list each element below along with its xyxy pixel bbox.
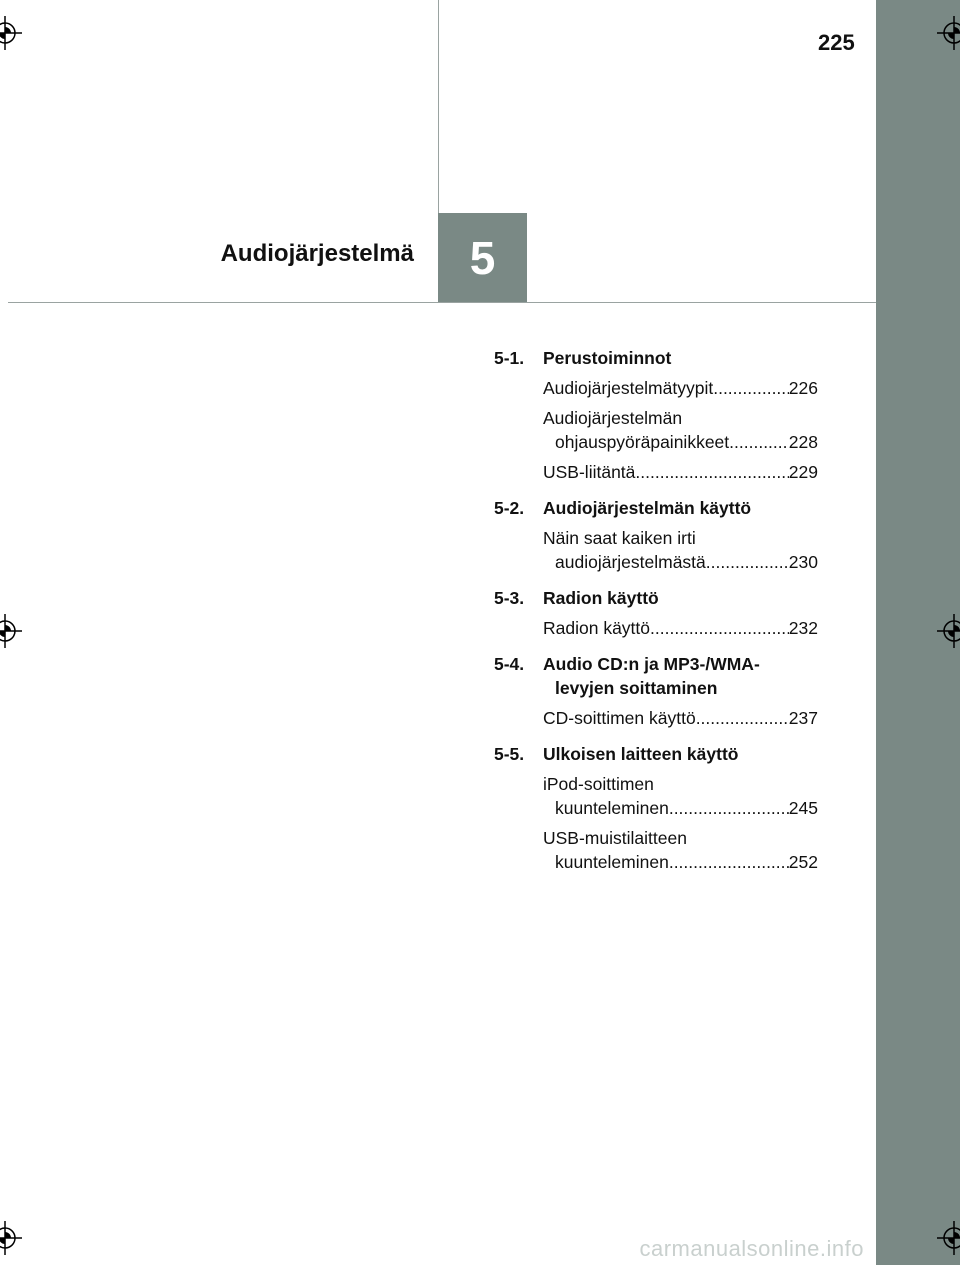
registration-mark-icon: [937, 1221, 960, 1255]
dot-leader: [706, 550, 789, 574]
toc-entry[interactable]: [543, 460, 818, 484]
toc-entry[interactable]: [543, 406, 818, 454]
entry-title: USB-liitäntä: [543, 462, 636, 482]
registration-mark-icon: [937, 16, 960, 50]
toc-entry[interactable]: [543, 616, 818, 640]
entry-title: kuunteleminen: [555, 798, 669, 818]
toc-section: [494, 586, 818, 610]
dot-leader: [650, 616, 789, 640]
horizontal-rule: [8, 302, 876, 303]
entry-title: kuunteleminen: [555, 852, 669, 872]
registration-mark-icon: [0, 614, 22, 648]
entry-title: ohjauspyöräpainikkeet: [555, 432, 730, 452]
entry-title: CD-soittimen käyttö: [543, 708, 696, 728]
toc-entry[interactable]: [543, 526, 818, 574]
entry-title: audiojärjestelmästä: [555, 552, 706, 572]
registration-mark-icon: [0, 1221, 22, 1255]
dot-leader: [669, 796, 789, 820]
registration-mark-icon: [937, 614, 960, 648]
dot-leader: [635, 460, 788, 484]
dot-leader: [696, 706, 789, 730]
section-number: 5-4.: [494, 654, 525, 674]
table-of-contents: [494, 346, 818, 874]
section-number: 5-1.: [494, 348, 525, 368]
dot-leader: [729, 430, 789, 454]
registration-mark-icon: [0, 16, 22, 50]
chapter-title: Audiojärjestelmä: [220, 240, 414, 267]
section-number: 5-3.: [494, 588, 525, 608]
chapter-number: 5: [469, 231, 496, 284]
entry-page-number: 245: [788, 798, 818, 818]
toc-section: [494, 496, 818, 520]
entry-title: Radion käyttö: [543, 618, 651, 638]
entry-page-number: 229: [788, 462, 818, 482]
chapter-number-box: [438, 213, 527, 302]
entry-page-number: 230: [788, 552, 818, 572]
toc-entry[interactable]: [543, 826, 818, 874]
vertical-rule: [438, 0, 439, 213]
entry-title-line1: Audiojärjestelmän: [543, 408, 683, 428]
toc-section: [494, 346, 818, 370]
watermark: carmanualsonline.info: [639, 1236, 864, 1261]
dot-leader: [669, 850, 789, 874]
toc-entry[interactable]: [543, 706, 818, 730]
entry-page-number: 237: [788, 708, 818, 728]
entry-title-line1: iPod-soittimen: [543, 774, 654, 794]
toc-entry[interactable]: [543, 772, 818, 820]
section-title: Radion käyttö: [543, 588, 659, 608]
toc-section: [494, 652, 818, 700]
entry-page-number: 228: [788, 432, 818, 452]
dot-leader: [713, 376, 789, 400]
toc-entry[interactable]: [543, 376, 818, 400]
section-title: Ulkoisen laitteen käyttö: [543, 744, 739, 764]
section-number: 5-2.: [494, 498, 525, 518]
toc-section: [494, 742, 818, 766]
entry-page-number: 226: [788, 378, 818, 398]
entry-page-number: 252: [788, 852, 818, 872]
page-number: 225: [818, 30, 855, 55]
section-number: 5-5.: [494, 744, 525, 764]
section-title: Audio CD:n ja MP3-/WMA-levyjen soittaminen: [543, 654, 760, 698]
section-title: Audiojärjestelmän käyttö: [543, 498, 752, 518]
entry-title-line1: Näin saat kaiken irti: [543, 528, 696, 548]
entry-title-line1: USB-muistilaitteen: [543, 828, 687, 848]
entry-title: Audiojärjestelmätyypit: [543, 378, 714, 398]
section-title: Perustoiminnot: [543, 348, 672, 368]
entry-page-number: 232: [788, 618, 818, 638]
